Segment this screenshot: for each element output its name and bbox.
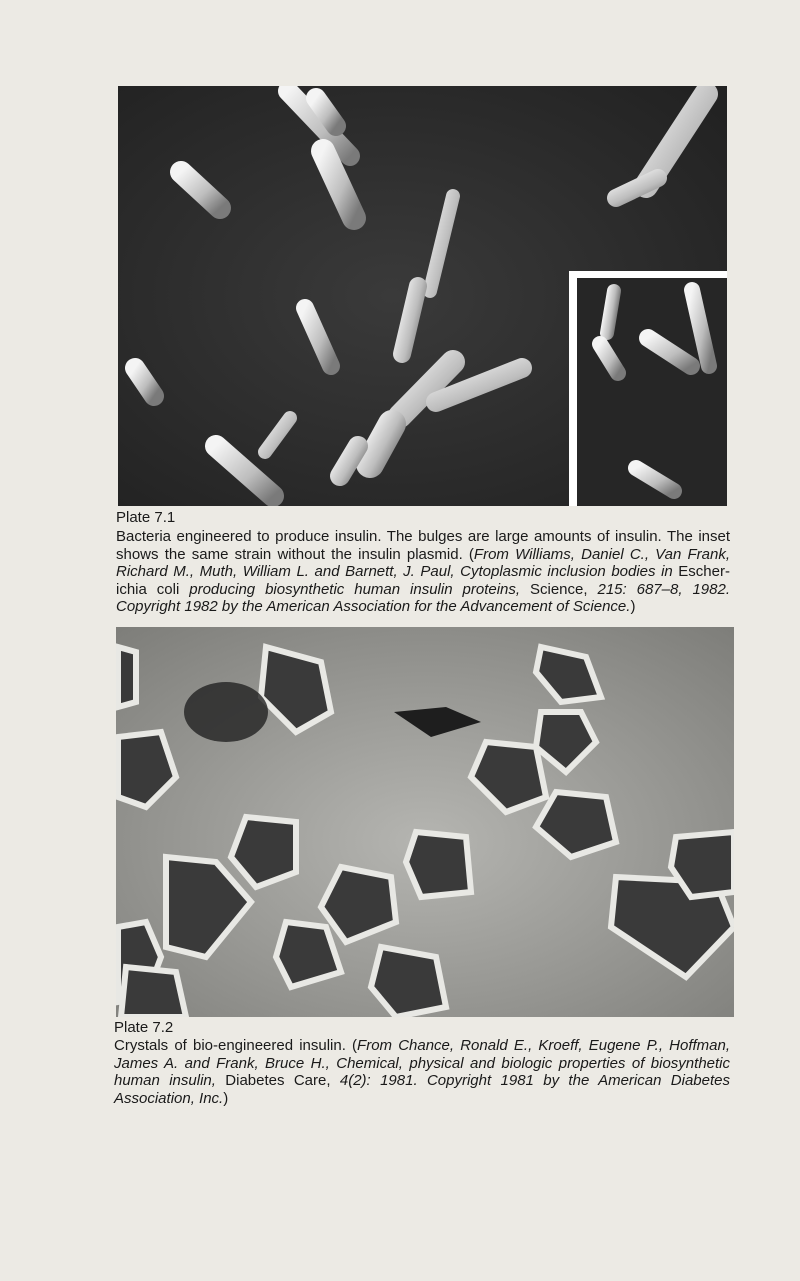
insulin-crystals-photo	[116, 627, 734, 1017]
plate-caption: Bacteria engineered to produce insulin. The bulges are large amounts of insulin. The inset shows the same strain without the insulin plasmid. (From Williams, Daniel C., Van Frank, Richard M., Muth, William L. and Barnett, J. Paul, Cytoplasmic inclusion bodies in Escher-ichia coli producing biosynthetic human insulin proteins, Science, 215: 687–8, 1982. Copyright 1982 by the American Association for the Advancement of Science.)	[116, 528, 731, 616]
plate-label: Plate 7.2	[114, 1019, 174, 1036]
bacteria-micrograph	[118, 86, 727, 506]
plate-label: Plate 7.1	[116, 509, 176, 526]
plate-caption: Crystals of bio-engineered insulin. (From Chance, Ronald E., Kroeff, Eugene P., Hoffman, James A. and Frank, Bruce H., Chemical, physical and biologic properties of biosynthetic human insulin, Diabetes Care, 4(2): 1981. Copyright 1981 by the American Diabetes Association, Inc.)	[114, 1037, 730, 1107]
